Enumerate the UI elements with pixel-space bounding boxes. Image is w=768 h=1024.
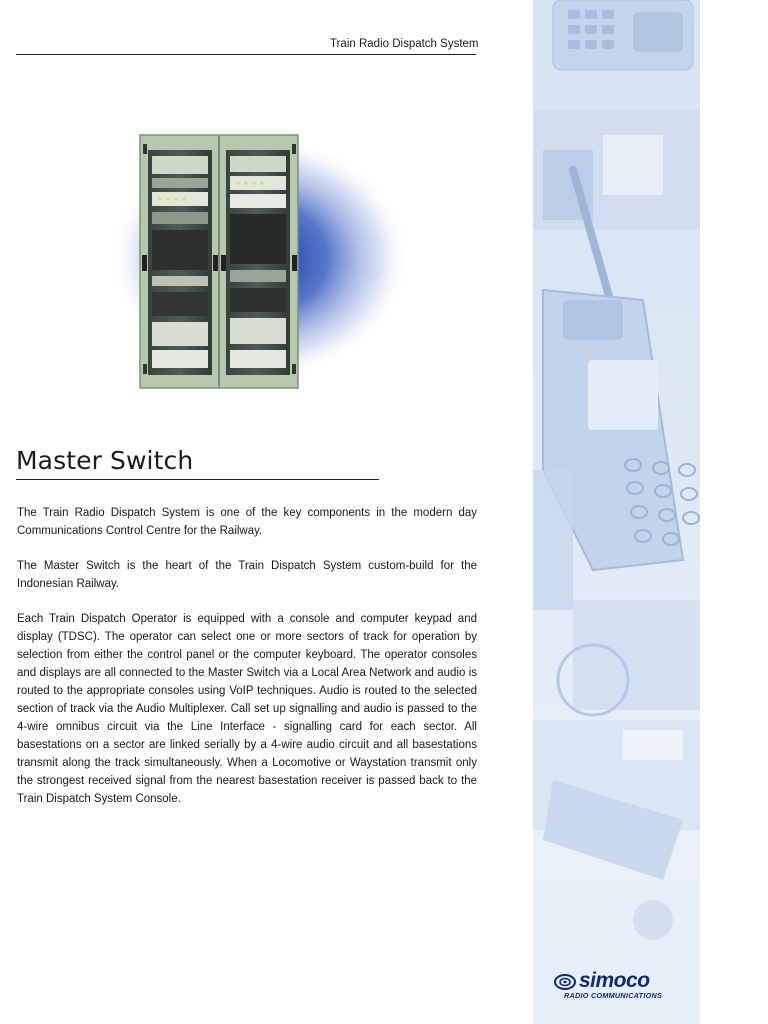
title-rule — [16, 479, 379, 480]
paragraph: The Train Radio Dispatch System is one of the key components in the modern day Communications Control Centre for the Railway. — [17, 507, 477, 537]
paragraph: Each Train Dispatch Operator is equipped with a console and computer keypad and display (TDSC). The operator can select one or more sectors of track for operation by selection from either the control panel or the computer keyboard. The operator consoles and displays are all connected to the Master Switch via a Local Area Network and audio is routed to the appropriate consoles using VoIP techniques. Audio is routed to the selected section of track via the Audio Multiplexer. Call set up signalling and audio is passed to the 4-wire omnibus circuit via the Line Interface - signalling card for each sector. All basestations on a sector are linked serially by a 4-wire audio circuit and all basestations transmit along the track simultaneously. When a Locomotive or Waystation transmit only the strongest received signal from the nearest basestation receiver is passed back to the Train Dispatch System Console. — [17, 613, 477, 805]
header-title: Train Radio Dispatch System — [330, 38, 479, 50]
logo-wordmark: simoco — [579, 969, 650, 992]
body-text — [17, 504, 477, 825]
section-title: Master Switch — [16, 446, 194, 475]
equipment-cabinet-image — [80, 120, 440, 410]
simoco-logo-icon — [553, 973, 579, 991]
logo-tagline: RADIO COMMUNICATIONS — [564, 991, 663, 1000]
header-rule — [16, 54, 476, 55]
decorative-radio-background — [533, 0, 700, 1024]
simoco-logo — [553, 967, 693, 1007]
paragraph: The Master Switch is the heart of the Train Dispatch System custom-build for the Indonesian Railway. — [17, 560, 477, 590]
